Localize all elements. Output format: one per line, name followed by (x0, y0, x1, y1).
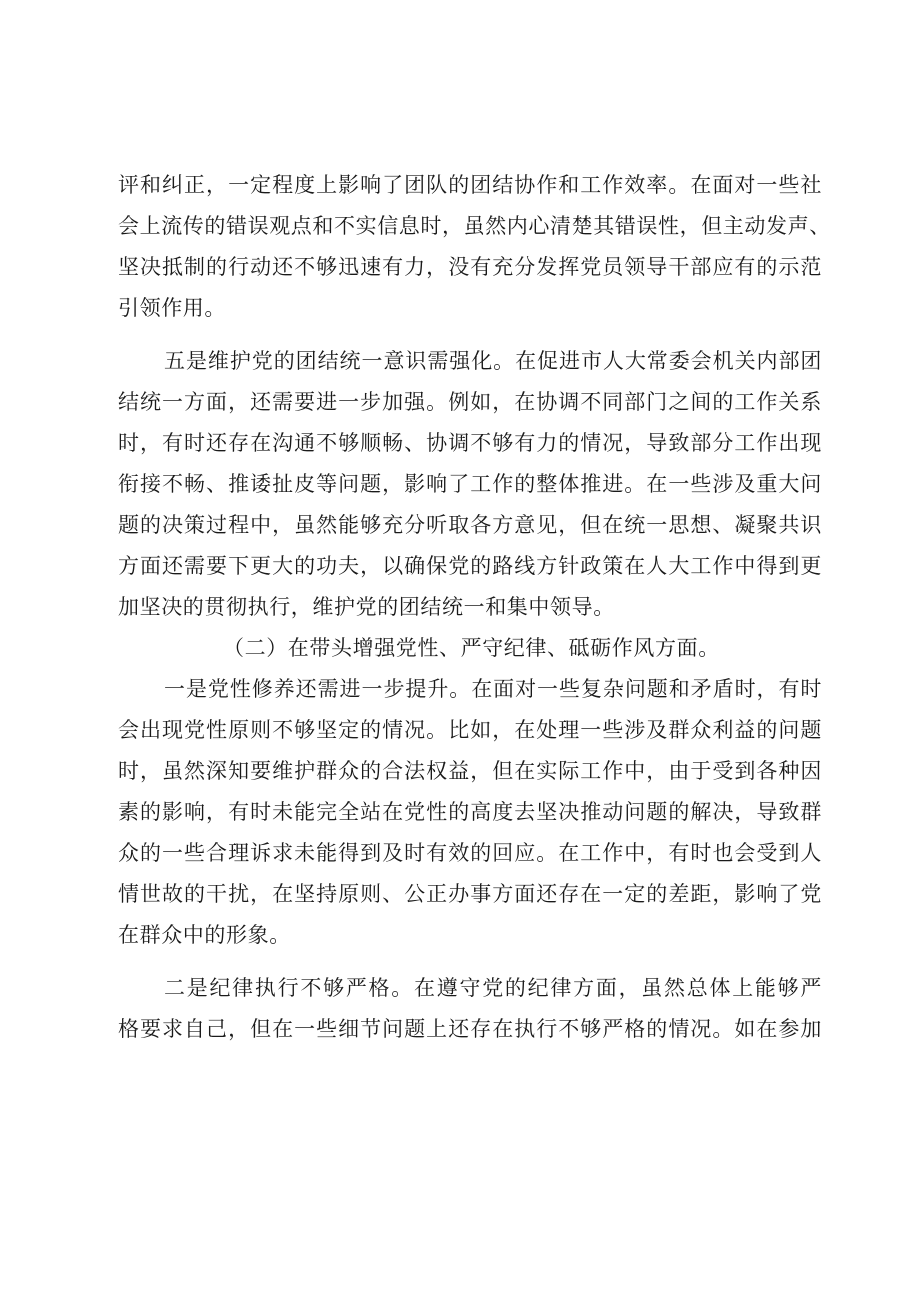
paragraph-discipline (118, 968, 822, 1050)
text-line: 格要求自己，但在一些细节问题上还存在执行不够严格的情况。如在参加 (118, 1017, 822, 1041)
text-line: 素的影响，有时未能完全站在党性的高度去坚决推动问题的解决，导致群 (118, 800, 822, 824)
document-body (118, 165, 831, 1050)
text-line: 时，有时还存在沟通不够顺畅、协调不够有力的情况，导致部分工作出现 (118, 431, 822, 455)
text-line: 衔接不畅、推诿扯皮等问题，影响了工作的整体推进。在一些涉及重大问 (118, 472, 822, 496)
text-line: 在群众中的形象。 (118, 923, 291, 947)
text-line: 方面还需要下更大的功夫，以确保党的路线方针政策在人大工作中得到更 (118, 554, 822, 578)
text-line: 坚决抵制的行动还不够迅速有力，没有充分发挥党员领导干部应有的示范 (118, 255, 822, 279)
paragraph-gap (118, 329, 822, 341)
text-line: 会出现党性原则不够坚定的情况。比如，在处理一些涉及群众利益的问题 (118, 718, 822, 742)
section-heading (118, 628, 822, 669)
paragraph-party-spirit (118, 669, 822, 956)
text-line: 五是维护党的团结统一意识需强化。在促进市人大常委会机关内部团 (164, 349, 822, 373)
section-heading-text: （二）在带头增强党性、严守纪律、砥砺作风方面。 (223, 636, 720, 660)
text-line: 引领作用。 (118, 296, 226, 320)
text-line: 情世故的干扰，在坚持原则、公正办事方面还存在一定的差距，影响了党 (118, 882, 822, 906)
text-line: 一是党性修养还需进一步提升。在面对一些复杂问题和矛盾时，有时 (164, 677, 822, 701)
text-line: 结统一方面，还需要进一步加强。例如，在协调不同部门之间的工作关系 (118, 390, 822, 414)
text-line: 众的一些合理诉求未能得到及时有效的回应。在工作中，有时也会受到人 (118, 841, 822, 865)
paragraph-continuation (118, 165, 831, 329)
text-line: 时，虽然深知要维护群众的合法权益，但在实际工作中，由于受到各种因 (118, 759, 822, 783)
text-line: 题的决策过程中，虽然能够充分听取各方意见，但在统一思想、凝聚共识 (118, 513, 822, 537)
paragraph-gap (118, 956, 822, 968)
text-line: 会上流传的错误观点和不实信息时，虽然内心清楚其错误性，但主动发声、 (118, 214, 831, 238)
text-line: 二是纪律执行不够严格。在遵守党的纪律方面，虽然总体上能够严 (164, 976, 822, 1000)
text-line: 加坚决的贯彻执行，维护党的团结统一和集中领导。 (118, 595, 615, 619)
paragraph-unity (118, 341, 822, 628)
text-line: 评和纠正，一定程度上影响了团队的团结协作和工作效率。在面对一些社 (118, 173, 822, 197)
